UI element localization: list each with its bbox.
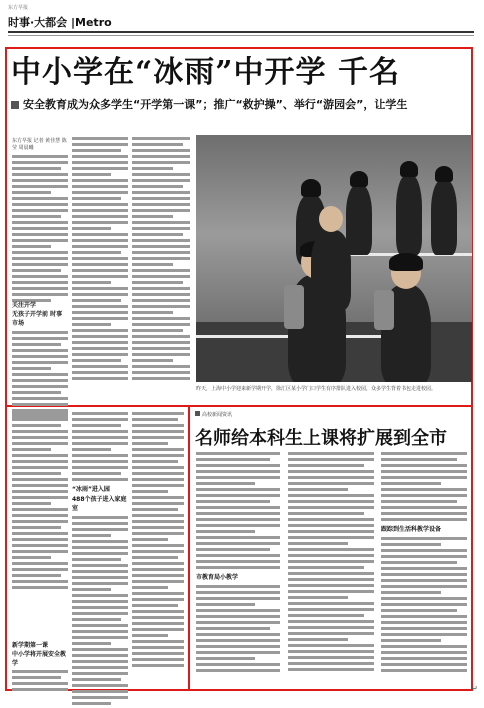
second-text-column-2: [288, 452, 374, 674]
masthead-label: 东方早报: [8, 5, 29, 11]
text-column-1b: [12, 300, 68, 421]
photo-caption: 昨天，上海中小学迎来新学期开学，徐汇区某小学门口学生有序排队进入校园，众多学生背着书包走进校园。: [196, 386, 437, 392]
child-figure: [431, 180, 457, 255]
second-story-tag: [195, 411, 232, 418]
main-subhead: [11, 96, 471, 112]
header-rule-thin: [8, 35, 474, 36]
text-column-3: [132, 137, 190, 383]
second-story-tag-text: 高校新闻资讯: [202, 412, 233, 418]
child-figure: [311, 230, 351, 310]
subsection-title-2: 488个孩子进入家庭室: [72, 496, 127, 512]
subsection-title-1: 无孩子开学前 时事市场: [12, 311, 63, 327]
subsection-label-1: 关注开学: [12, 302, 37, 309]
second-text-column-3: [381, 452, 467, 675]
second-text-column-1: [196, 452, 280, 675]
square-bullet-icon: [11, 101, 19, 109]
header-rule: [8, 31, 474, 33]
text-column-1: [12, 137, 68, 305]
square-bullet-icon: [195, 411, 200, 416]
text-column-2: [72, 137, 128, 383]
subsection-label-3: 新学期第一课: [12, 642, 49, 649]
second-headline: 名师给本科生上课将扩展到全市: [195, 428, 447, 449]
text-column-2b: [72, 412, 128, 708]
backpack: [374, 290, 394, 330]
child-figure: [396, 175, 422, 255]
section-title: 时事·大都会 |Metro: [8, 16, 112, 29]
text-column-3b: [132, 412, 184, 670]
child-figure: [346, 185, 372, 255]
students-photo: [196, 135, 472, 382]
text-column-1c: [12, 412, 68, 592]
second-subsection-1: 市教育局小教学: [196, 574, 239, 581]
subsection-label-2: “冰雨”进入园: [72, 486, 110, 493]
subsection-title-3: 中小学将开展安全教学: [12, 651, 67, 667]
text-column-1d: [12, 640, 68, 694]
backpack: [284, 285, 304, 329]
byline: 东方早报 记者 黄佳慧 陈莹 周晨曦: [12, 138, 67, 151]
main-subhead-text: 安全教育成为众多学生“开学第一课”；推广“救护操”、举行“游园会”，让学生: [23, 98, 408, 111]
second-subsection-2: 跟踪到生活科教学设备: [381, 526, 442, 533]
main-headline: 中小学在“冰雨”中开学 千名: [11, 56, 400, 90]
return-mark-icon: ↵: [471, 684, 478, 693]
